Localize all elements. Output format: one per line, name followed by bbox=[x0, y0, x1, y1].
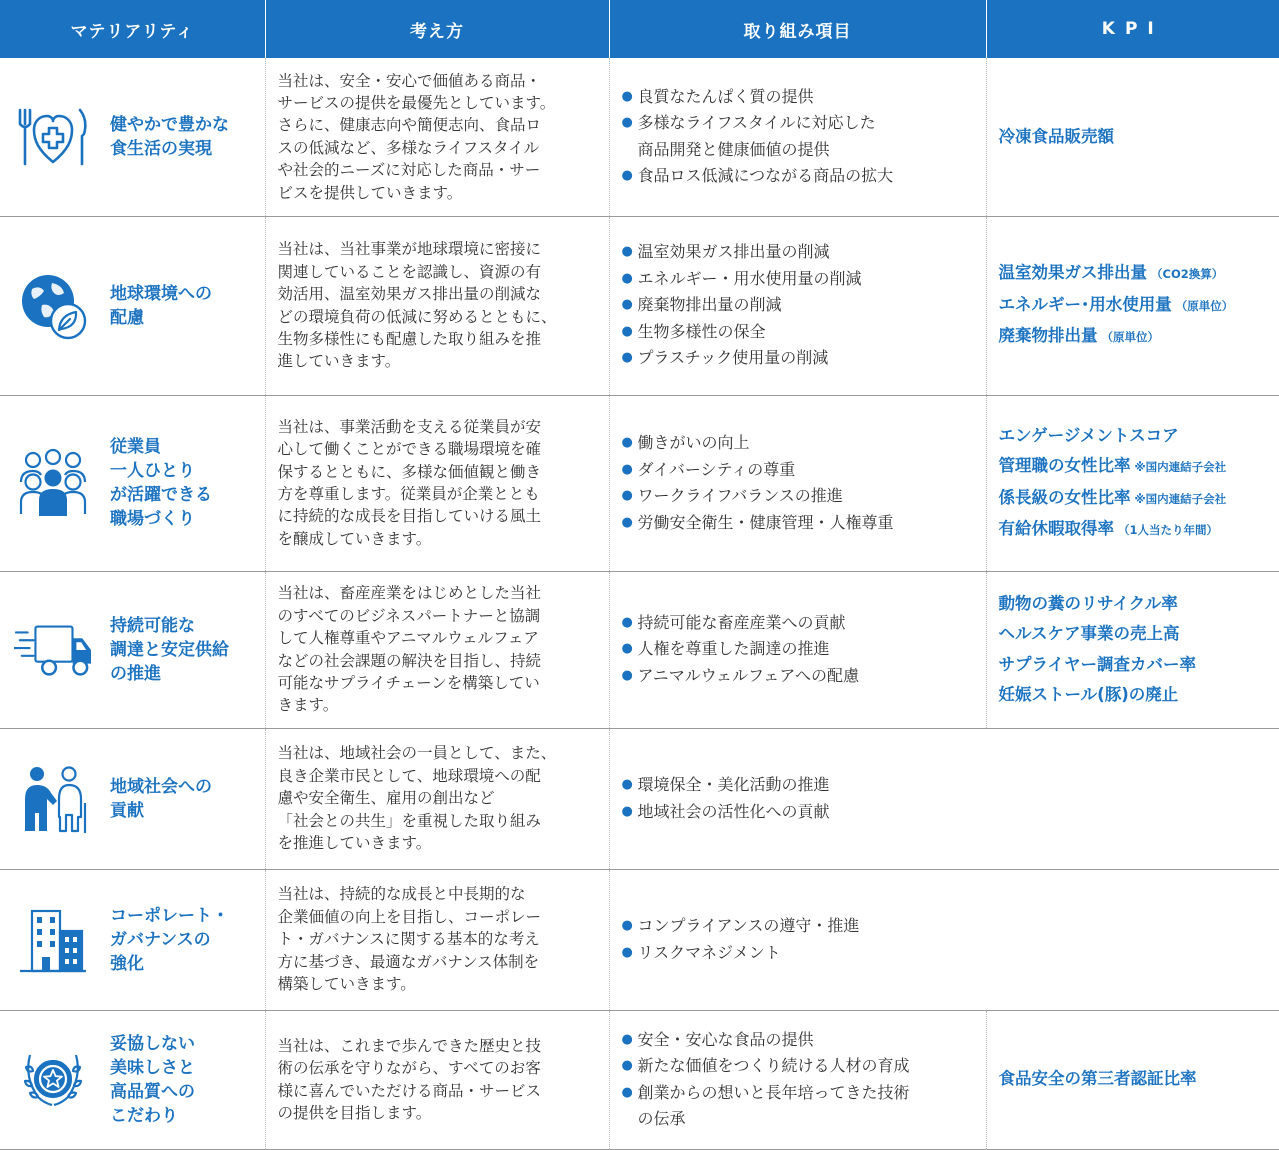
list-item: ● ワークライフバランスの推進 bbox=[622, 483, 974, 510]
globe-leaf-icon bbox=[14, 270, 92, 342]
bullet-icon: ● bbox=[621, 641, 633, 657]
kpi-list bbox=[987, 258, 1279, 353]
initiative-list bbox=[610, 913, 1279, 966]
bullet-icon: ● bbox=[621, 667, 633, 683]
kpi-item: エネルギー･用水使用量 （原単位） bbox=[998, 294, 1234, 314]
list-item: ● 働きがいの向上 bbox=[622, 430, 974, 457]
kpi-list bbox=[987, 589, 1279, 711]
bullet-icon: ● bbox=[621, 514, 633, 530]
kpi-item: 動物の糞のリサイクル率 bbox=[998, 593, 1178, 613]
materiality-name: 地域社会への 貢献 bbox=[110, 776, 212, 821]
list-item: ● エネルギー・用水使用量の削減 bbox=[622, 266, 974, 293]
list-item: ● 廃棄物排出量の削減 bbox=[622, 292, 974, 319]
bullet-icon: ● bbox=[621, 168, 633, 184]
table-row bbox=[0, 571, 1279, 728]
list-item: ● リスクマネジメント bbox=[622, 940, 1268, 967]
bullet-icon: ● bbox=[621, 88, 633, 104]
bullet-icon: ● bbox=[621, 244, 633, 260]
approach-text: 当社は、安全・安心で価値ある商品・ サービスの提供を最優先としています。 さらに、健康志向や簡便志向、食品ロ スの低減など、多様なライフスタイル や社会的ニーズに対応した商品・サー ビスを提供していきます。 bbox=[277, 71, 556, 202]
bullet-icon: ● bbox=[621, 350, 633, 366]
bullet-icon: ● bbox=[621, 1084, 633, 1100]
materiality-name: 持続可能な 調達と安定供給 の推進 bbox=[110, 615, 229, 684]
materiality-name: 地球環境への 配慮 bbox=[110, 283, 212, 328]
bullet-icon: ● bbox=[621, 461, 633, 477]
kpi-item: 係長級の女性比率 ※国内連結子会社 bbox=[998, 487, 1227, 507]
list-item: ● 安全・安心な食品の提供 bbox=[622, 1027, 974, 1054]
approach-text: 当社は、当社事業が地球環境に密接に 関連していることを認識し、資源の有 効活用、温室効果ガス排出量の削減な どの環境負荷の低減に努めるとともに、 生物多様性にも配慮した取り組みを推 進していきます。 bbox=[277, 240, 557, 371]
initiative-list bbox=[610, 239, 986, 372]
delivery-truck-icon bbox=[14, 614, 92, 686]
materiality-name: 健やかで豊かな 食生活の実現 bbox=[110, 114, 229, 159]
kpi-list bbox=[987, 421, 1279, 546]
bullet-icon: ● bbox=[621, 1058, 633, 1073]
initiative-list bbox=[610, 84, 986, 190]
kpi-list bbox=[987, 1064, 1279, 1095]
header-initiatives: 取り組み項目 bbox=[609, 0, 986, 58]
kpi-item: 廃棄物排出量 （原単位） bbox=[998, 326, 1159, 346]
header-materiality: マテリアリティ bbox=[0, 0, 265, 58]
bullet-icon: ● bbox=[621, 323, 633, 339]
initiative-list bbox=[610, 430, 986, 536]
kpi-note: ※国内連結子会社 bbox=[1134, 491, 1227, 506]
bullet-icon: ● bbox=[621, 614, 633, 630]
bullet-icon: ● bbox=[621, 270, 633, 286]
list-item: ● ダイバーシティの尊重 bbox=[622, 457, 974, 484]
materiality-name: 妥協しない 美味しさと 高品質への こだわり bbox=[110, 1033, 195, 1126]
kpi-item: 温室効果ガス排出量 （CO2換算） bbox=[998, 263, 1224, 283]
kpi-item: 妊娠ストール(豚)の廃止 bbox=[998, 685, 1179, 704]
bullet-icon: ● bbox=[621, 777, 633, 792]
list-item: ● 持続可能な畜産産業への貢献 bbox=[622, 610, 974, 637]
approach-text: 当社は、畜産産業をはじめとした当社 のすべてのビジネスパートナーと協調 して人権尊重やアニマルウェルフェア などの社会課題の解決を目指し、持続 可能なサプライチェーンを構築してい きます。 bbox=[277, 584, 542, 715]
initiative-list bbox=[610, 772, 1279, 825]
bullet-icon: ● bbox=[621, 944, 633, 960]
laurel-star-badge-icon bbox=[14, 1044, 92, 1116]
list-item: ● 労働安全衛生・健康管理・人権尊重 bbox=[622, 510, 974, 537]
header-row bbox=[0, 0, 1279, 58]
materiality-name: コーポレート・ ガバナンスの 強化 bbox=[110, 905, 229, 974]
approach-text: 当社は、地域社会の一員として、また、 良き企業市民として、地球環境への配 慮や安全衛生、雇用の創出など 「社会との共生」を重視した取り組み を推進していきます。 bbox=[277, 744, 557, 853]
list-item: ● 創業からの想いと長年培ってきた技術 の伝承 bbox=[622, 1080, 974, 1133]
kpi-list bbox=[987, 122, 1279, 153]
table-row bbox=[0, 1010, 1279, 1149]
heart-plus-cutlery-icon bbox=[14, 101, 92, 173]
table-row bbox=[0, 58, 1279, 216]
kpi-note: （1人当たり年間） bbox=[1118, 523, 1219, 537]
bullet-icon: ● bbox=[621, 1031, 633, 1047]
kpi-item: 管理職の女性比率 ※国内連結子会社 bbox=[998, 456, 1227, 475]
approach-text: 当社は、これまで歩んできた歴史と技 術の伝承を守りながら、すべてのお客 様に喜んでいただける商品・サービス の提供を目指します。 bbox=[277, 1036, 542, 1122]
list-item: ● コンプライアンスの遵守・推進 bbox=[622, 913, 1268, 940]
list-item: ● 人権を尊重した調達の推進 bbox=[622, 636, 974, 663]
list-item: ● 新たな価値をつくり続ける人材の育成 bbox=[622, 1053, 974, 1080]
list-item: ● 地域社会の活性化への貢献 bbox=[622, 799, 1268, 826]
approach-text: 当社は、持続的な成長と中長期的な 企業価値の向上を目指し、コーポレー ト・ガバナンスに関する基本的な考え 方に基づき、最適なガバナンス体制を 構築していきます。 bbox=[277, 885, 542, 994]
people-group-icon bbox=[14, 447, 92, 519]
table-row bbox=[0, 869, 1279, 1010]
list-item: ● プラスチック使用量の削減 bbox=[622, 345, 974, 372]
bullet-icon: ● bbox=[621, 435, 633, 450]
kpi-note: （CO2換算） bbox=[1151, 267, 1224, 282]
approach-text: 当社は、事業活動を支える従業員が安 心して働くことができる職場環境を確 保するとともに、多様な価値観と働き 方を尊重します。従業員が企業ととも に持続的な成長を目指していける風土 を醸成していきます。 bbox=[277, 417, 542, 548]
kpi-item: ヘルスケア事業の売上高 bbox=[998, 624, 1180, 643]
people-community-icon bbox=[14, 763, 92, 835]
list-item: ● 良質なたんぱく質の提供 bbox=[622, 84, 974, 111]
header-approach: 考え方 bbox=[265, 0, 609, 58]
kpi-note: （原単位） bbox=[1101, 330, 1159, 345]
list-item: ● 食品ロス低減につながる商品の拡大 bbox=[622, 163, 974, 190]
table-row bbox=[0, 216, 1279, 395]
list-item: ● 多様なライフスタイルに対応した 商品開発と健康価値の提供 bbox=[622, 110, 974, 163]
materiality-name: 従業員 一人ひとり が活躍できる 職場づくり bbox=[110, 437, 212, 529]
list-item: ● 温室効果ガス排出量の削減 bbox=[622, 239, 974, 266]
list-item: ● 環境保全・美化活動の推進 bbox=[622, 772, 1268, 799]
kpi-note: （原単位） bbox=[1175, 298, 1234, 313]
table-row bbox=[0, 395, 1279, 571]
kpi-item: サプライヤー調査カバー率 bbox=[998, 654, 1197, 674]
kpi-item: エンゲージメントスコア bbox=[998, 425, 1179, 445]
kpi-item: 有給休暇取得率 （1人当たり年間） bbox=[998, 519, 1219, 538]
bullet-icon: ● bbox=[621, 115, 633, 131]
bullet-icon: ● bbox=[621, 297, 633, 313]
bullet-icon: ● bbox=[621, 803, 633, 819]
kpi-item: 冷凍食品販売額 bbox=[998, 126, 1114, 146]
office-building-icon bbox=[14, 904, 92, 976]
list-item: ● アニマルウェルフェアへの配慮 bbox=[622, 663, 974, 690]
list-item: ● 生物多様性の保全 bbox=[622, 319, 974, 346]
table-row bbox=[0, 728, 1279, 869]
header-kpi: KPI bbox=[986, 0, 1279, 58]
initiative-list bbox=[610, 1027, 986, 1133]
kpi-note: ※国内連結子会社 bbox=[1134, 460, 1227, 474]
kpi-item: 食品安全の第三者認証比率 bbox=[998, 1069, 1197, 1089]
bullet-icon: ● bbox=[621, 918, 633, 933]
initiative-list bbox=[610, 610, 986, 690]
bullet-icon: ● bbox=[621, 488, 633, 503]
